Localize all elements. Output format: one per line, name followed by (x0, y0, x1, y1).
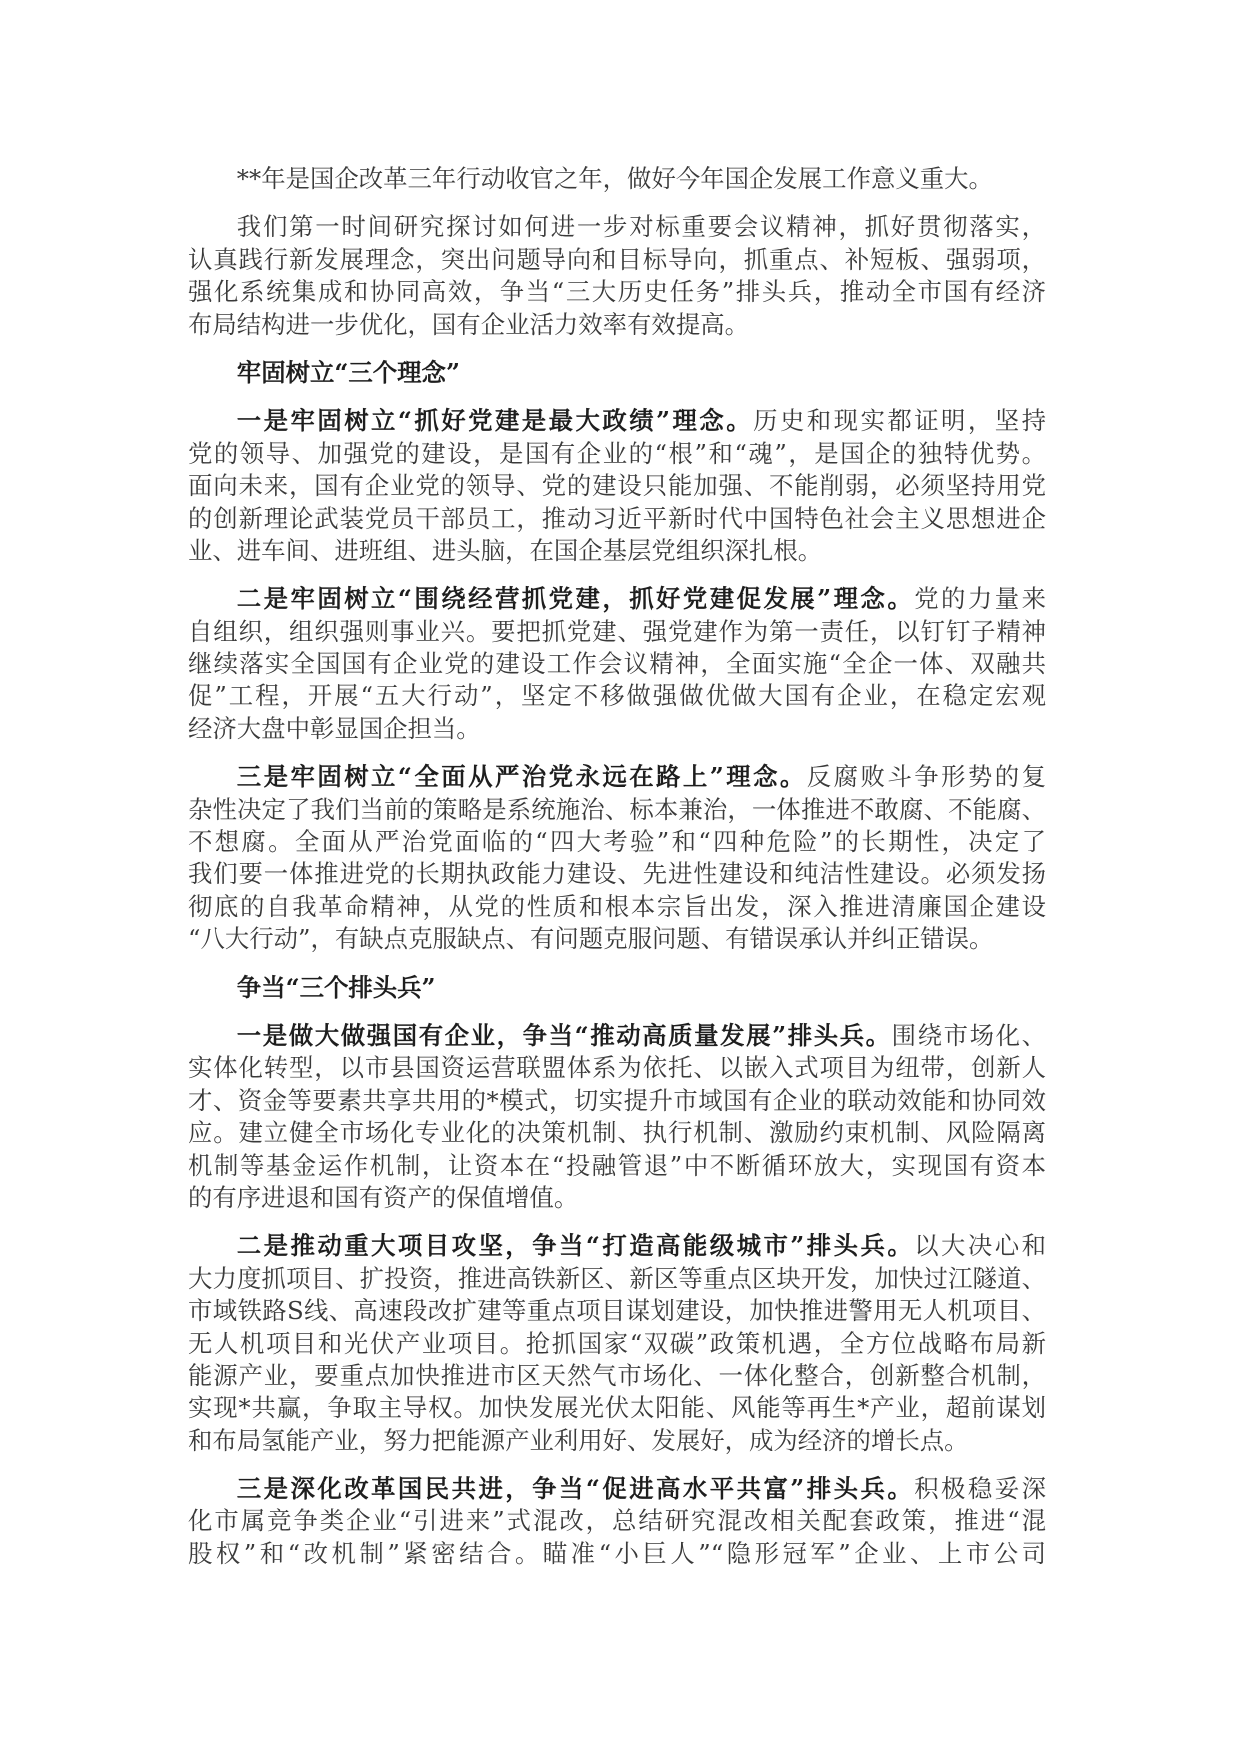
text-line-content: 积极稳妥深 (914, 1474, 1046, 1504)
text-line (188, 794, 1046, 826)
text-line-content: “八大行动”，有缺点克服缺点、有问题克服问题、有错误承认并纠正错误。 (188, 924, 994, 954)
text-line-content: 历史和现实都证明，坚持 (753, 406, 1046, 436)
text-line-content: 围绕市场化、 (891, 1020, 1046, 1050)
body-paragraph (188, 583, 1046, 745)
text-line (188, 211, 1046, 243)
text-line (188, 276, 1046, 308)
body-paragraph (188, 405, 1046, 567)
text-line-content: 党的领导、加强党的建设，是国有企业的“根”和“魂”，是国企的独特优势。 (188, 438, 1046, 468)
text-line-content: 实体化转型，以市县国资运营联盟体系为依托、以嵌入式项目为纽带，创新人 (188, 1053, 1046, 1083)
text-line (188, 1328, 1046, 1360)
text-line (188, 357, 1046, 389)
body-paragraph (188, 761, 1046, 955)
text-line-content: 强化系统集成和协同高效，争当“三大历史任务”排头兵，推动全市国有经济 (188, 277, 1046, 307)
text-line-content: 和布局氢能产业，努力把能源产业利用好、发展好，成为经济的增长点。 (188, 1425, 969, 1455)
text-line (188, 1150, 1046, 1182)
text-line (188, 1085, 1046, 1117)
section-heading (188, 972, 1046, 1004)
body-paragraph (188, 1020, 1046, 1214)
text-line (188, 858, 1046, 890)
text-line-content: 股权”和“改机制”紧密结合。瞄准“小巨人”“隐形冠军”企业、上市公司 (188, 1538, 1046, 1568)
paragraph-lead-bold: 一是做大做强国有企业，争当“推动高质量发展”排头兵。 (236, 1020, 892, 1050)
text-line-content: 杂性决定了我们当前的策略是系统施治、标本兼治，一体推进不敢腐、不能腐、 (188, 794, 1046, 824)
text-line (188, 826, 1046, 858)
text-line (188, 503, 1046, 535)
section-heading (188, 357, 1046, 389)
text-line (188, 1020, 1046, 1052)
text-line-content: 以大决心和 (914, 1231, 1046, 1261)
text-line-content: 无人机项目和光伏产业项目。抢抓国家“双碳”政策机遇，全方位战略布局新 (188, 1328, 1046, 1358)
body-paragraph (188, 1230, 1046, 1457)
text-line (188, 1425, 1046, 1457)
paragraph-lead-bold: 三是牢固树立“全面从严治党永远在路上”理念。 (236, 762, 807, 792)
text-line-content: 我们要一体推进党的长期执政能力建设、先进性建设和纯洁性建设。必须发扬 (188, 859, 1046, 889)
text-line-content: 机制等基金运作机制，让资本在“投融管退”中不断循环放大，实现国有资本 (188, 1150, 1046, 1180)
text-line-content: 能源产业，要重点加快推进市区天然气市场化、一体化整合，创新整合机制， (188, 1360, 1046, 1390)
text-line (188, 163, 1046, 195)
text-line (188, 713, 1046, 745)
text-line (188, 1117, 1046, 1149)
paragraph-lead-bold: 三是深化改革国民共进，争当“促进高水平共富”排头兵。 (236, 1474, 915, 1504)
text-line (188, 972, 1046, 1004)
text-line-content: 布局结构进一步优化，国有企业活力效率有效提高。 (188, 309, 749, 339)
text-line (188, 648, 1046, 680)
text-line-content: 的有序进退和国有资产的保值增值。 (188, 1182, 579, 1212)
text-line-content: 市域铁路S线、高速段改扩建等重点项目谋划建设，加快推进警用无人机项目、 (188, 1296, 1046, 1326)
text-line-content: 业、进车间、进班组、进头脑，在国企基层党组织深扎根。 (188, 535, 823, 565)
text-line (188, 583, 1046, 615)
text-line-content: 认真践行新发展理念，突出问题导向和目标导向，抓重点、补短板、强弱项， (188, 244, 1046, 274)
text-line (188, 1392, 1046, 1424)
text-line-content: 党的力量来 (914, 584, 1046, 614)
text-line (188, 680, 1046, 712)
text-line (188, 891, 1046, 923)
text-line-content: 继续落实全国国有企业党的建设工作会议精神，全面实施“全企一体、双融共 (188, 649, 1046, 679)
text-line (188, 1263, 1046, 1295)
body-paragraph (188, 1473, 1046, 1570)
text-line-content: 经济大盘中彰显国企担当。 (188, 713, 481, 743)
paragraph-lead-bold: 二是推动重大项目攻坚，争当“打造高能级城市”排头兵。 (236, 1231, 915, 1261)
text-line (188, 470, 1046, 502)
text-line (188, 923, 1046, 955)
text-line-content: 的创新理论武装党员干部员工，推动习近平新时代中国特色社会主义思想进企 (188, 503, 1046, 533)
text-line (188, 616, 1046, 648)
text-line-content: 应。建立健全市场化专业化的决策机制、执行机制、激励约束机制、风险隔离 (188, 1118, 1046, 1148)
text-line (188, 1295, 1046, 1327)
text-line-content: 促”工程，开展“五大行动”，坚定不移做强做优做大国有企业，在稳定宏观 (188, 681, 1046, 711)
text-line (188, 1473, 1046, 1505)
text-line (188, 244, 1046, 276)
text-line-content: 彻底的自我革命精神，从党的性质和根本宗旨出发，深入推进清廉国企建设 (188, 891, 1046, 921)
text-line (188, 1505, 1046, 1537)
body-paragraph (188, 211, 1046, 341)
text-line (188, 1052, 1046, 1084)
text-line-content: 大力度抓项目、扩投资，推进高铁新区、新区等重点区块开发，加快过江隧道、 (188, 1263, 1046, 1293)
text-line (188, 1230, 1046, 1262)
text-line-content: 争当“三个排头兵” (236, 972, 436, 1002)
text-line-content: 自组织，组织强则事业兴。要把抓党建、强党建作为第一责任，以钉钉子精神 (188, 616, 1046, 646)
document-page (188, 163, 1046, 1586)
text-line (188, 438, 1046, 470)
text-line (188, 1182, 1046, 1214)
text-line (188, 761, 1046, 793)
text-line (188, 535, 1046, 567)
text-line-content: 不想腐。全面从严治党面临的“四大考验”和“四种危险”的长期性，决定了 (188, 827, 1046, 857)
paragraph-lead-bold: 二是牢固树立“围绕经营抓党建，抓好党建促发展”理念。 (236, 584, 915, 614)
text-line (188, 1538, 1046, 1570)
text-line-content: 实现*共赢，争取主导权。加快发展光伏太阳能、风能等再生*产业，超前谋划 (188, 1393, 1046, 1423)
text-line (188, 405, 1046, 437)
text-line-content: 化市属竞争类企业“引进来”式混改，总结研究混改相关配套政策，推进“混 (188, 1506, 1046, 1536)
text-line-content: 牢固树立“三个理念” (236, 357, 460, 387)
text-line-content: 才、资金等要素共享共用的*模式，切实提升市域国有企业的联动效能和协同效 (188, 1085, 1046, 1115)
text-line (188, 309, 1046, 341)
text-line-content: **年是国企改革三年行动收官之年，做好今年国企发展工作意义重大。 (236, 164, 993, 193)
text-line-content: 我们第一时间研究探讨如何进一步对标重要会议精神，抓好贯彻落实， (236, 212, 1046, 242)
text-line (188, 1360, 1046, 1392)
paragraph-lead-bold: 一是牢固树立“抓好党建是最大政绩”理念。 (236, 406, 754, 436)
text-line-content: 面向未来，国有企业党的领导、党的建设只能加强、不能削弱，必须坚持用党 (188, 471, 1046, 501)
body-paragraph (188, 163, 1046, 195)
text-line-content: 反腐败斗争形势的复 (806, 762, 1046, 792)
